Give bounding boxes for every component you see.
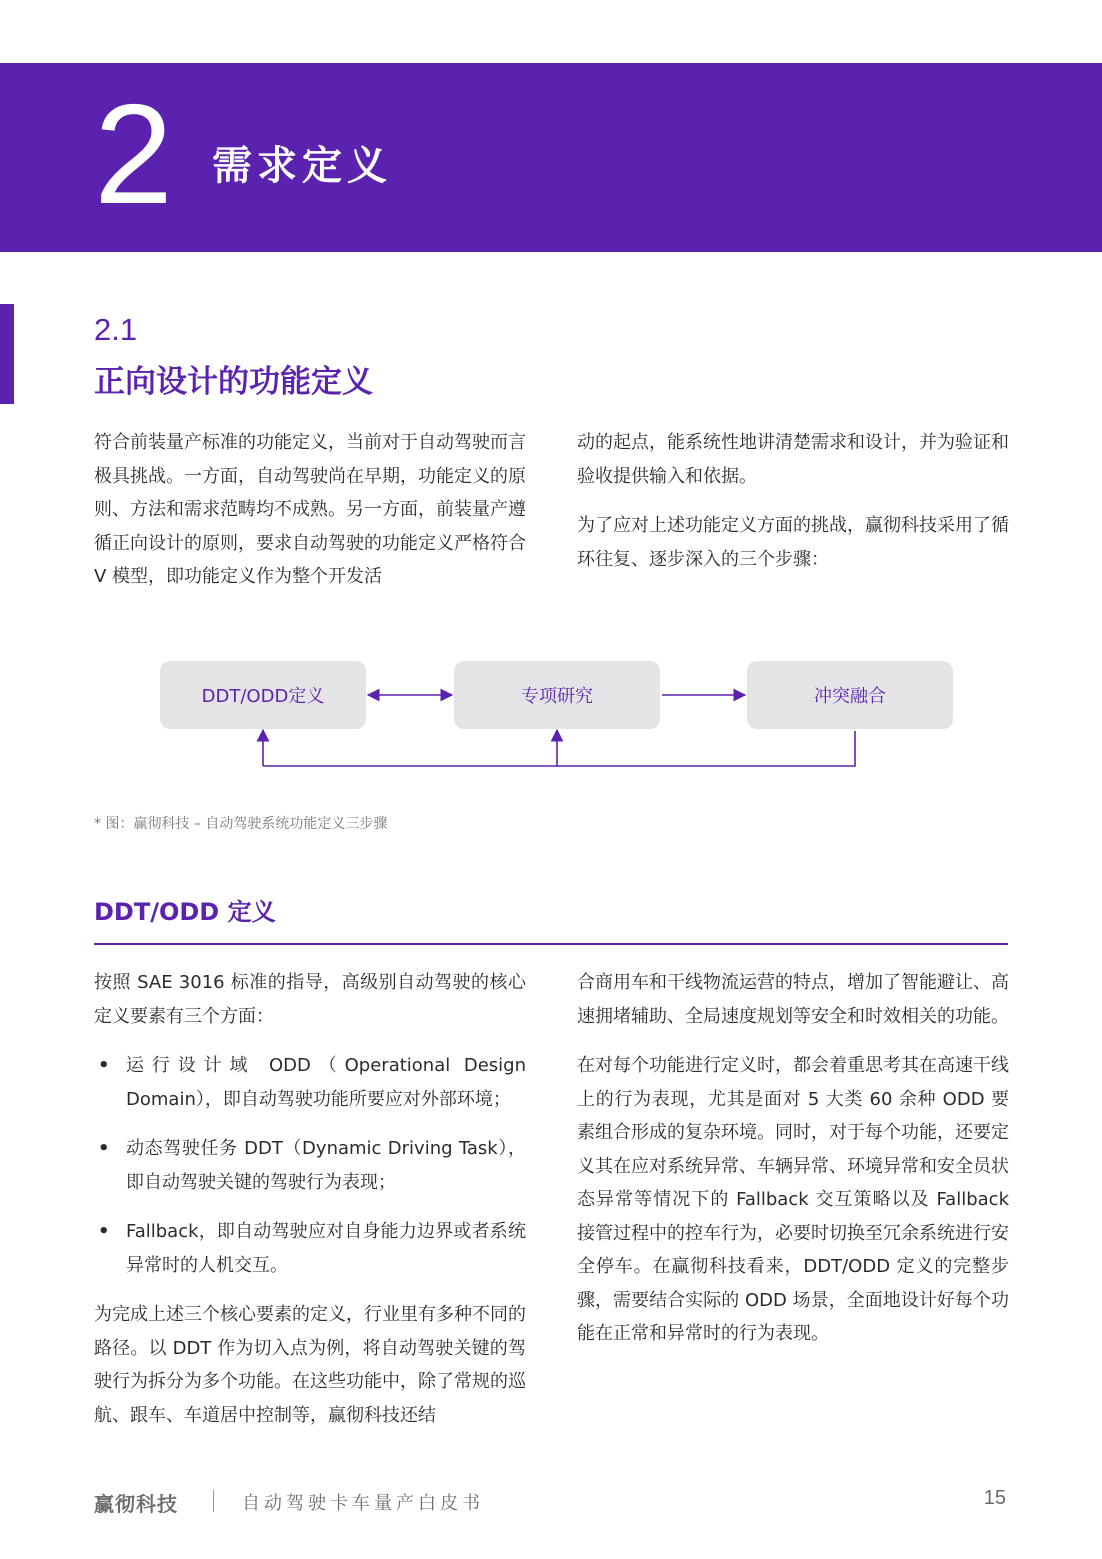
list-item — [94, 1215, 526, 1282]
subsection-heading: DDT/ODD 定义 — [94, 898, 276, 926]
list-item-text: 动态驾驶任务 DDT（Dynamic Driving Task），即自动驾驶关键的驾驶行为表现； — [126, 1138, 526, 1193]
section-side-marker — [0, 304, 14, 404]
ddt-right-paragraph: 在对每个功能进行定义时，都会着重思考其在高速干线上的行为表现，尤其是面对 5 大类 60 余种 ODD 要素组合形成的复杂环境。同时，对于每个功能，还要定义其在应对系统异常、车辆异常、环境异常和安全员状态异常等情况下的 Fallback 交互策略以及 Fallback 接管过程中的控车行为，必要时切换至冗余系统进行安全停车。在赢彻科技看来，DDT/ODD 定义的完整步骤，需要结合实际的 ODD 场景，全面地设计好每个功能在正常和异常时的行为表现。 — [577, 1055, 1009, 1344]
bullet-marker: • — [98, 1138, 110, 1159]
list-item-text: 运行设计域 ODD（Operational Design Domain），即自动驾驶功能所要应对外部环境； — [126, 1055, 526, 1110]
footer-document-title: 自动驾驶卡车量产白皮书 — [242, 1493, 484, 1514]
intro-right-column — [577, 426, 1009, 592]
chapter-number: 2 — [94, 75, 173, 234]
page-number: 15 — [983, 1487, 1006, 1509]
node-conflict-fusion: 冲突融合 — [747, 661, 953, 729]
intro-left-column — [94, 426, 526, 610]
intro-paragraph: 为了应对上述功能定义方面的挑战，赢彻科技采用了循环往复、逐步深入的三个步骤： — [577, 515, 1009, 570]
core-elements-list — [94, 1049, 526, 1282]
chapter-title: 需求定义 — [212, 143, 392, 189]
ddt-right-column — [577, 966, 1009, 1367]
ddt-intro-paragraph: 按照 SAE 3016 标准的指导，高级别自动驾驶的核心定义要素有三个方面： — [94, 972, 526, 1027]
footer-brand: 赢彻科技 — [94, 1492, 178, 1516]
section-number: 2.1 — [94, 312, 138, 347]
three-step-diagram — [140, 640, 970, 790]
subsection-divider — [94, 943, 1008, 945]
intro-paragraph: 动的起点，能系统性地讲清楚需求和设计，并为验证和验收提供输入和依据。 — [577, 432, 1009, 487]
bullet-marker: • — [98, 1055, 110, 1076]
list-item-text: Fallback，即自动驾驶应对自身能力边界或者系统异常时的人机交互。 — [126, 1221, 526, 1276]
footer-separator — [213, 1490, 214, 1512]
ddt-right-paragraph: 合商用车和干线物流运营的特点，增加了智能避让、高速拥堵辅助、全局速度规划等安全和时效相关的功能。 — [577, 972, 1009, 1027]
node-special-research: 专项研究 — [454, 661, 660, 729]
list-item — [94, 1132, 526, 1199]
intro-paragraph: 符合前装量产标准的功能定义，当前对于自动驾驶而言极具挑战。一方面，自动驾驶尚在早期，功能定义的原则、方法和需求范畴均不成熟。另一方面，前装量产遵循正向设计的原则，要求自动驾驶的功能定义严格符合 V 模型，即功能定义作为整个开发活 — [94, 432, 526, 587]
feedback-loop-line — [263, 731, 855, 766]
ddt-left-column — [94, 966, 526, 1448]
bullet-marker: • — [98, 1221, 110, 1242]
node-ddt-odd: DDT/ODD定义 — [160, 661, 366, 729]
figure-caption: * 图：赢彻科技 – 自动驾驶系统功能定义三步骤 — [94, 816, 388, 832]
ddt-outro-paragraph: 为完成上述三个核心要素的定义，行业里有多种不同的路径。以 DDT 作为切入点为例，将自动驾驶关键的驾驶行为拆分为多个功能。在这些功能中，除了常规的巡航、跟车、车道居中控制等，赢彻科技还结 — [94, 1304, 526, 1426]
section-title: 正向设计的功能定义 — [94, 364, 373, 400]
list-item — [94, 1049, 526, 1116]
